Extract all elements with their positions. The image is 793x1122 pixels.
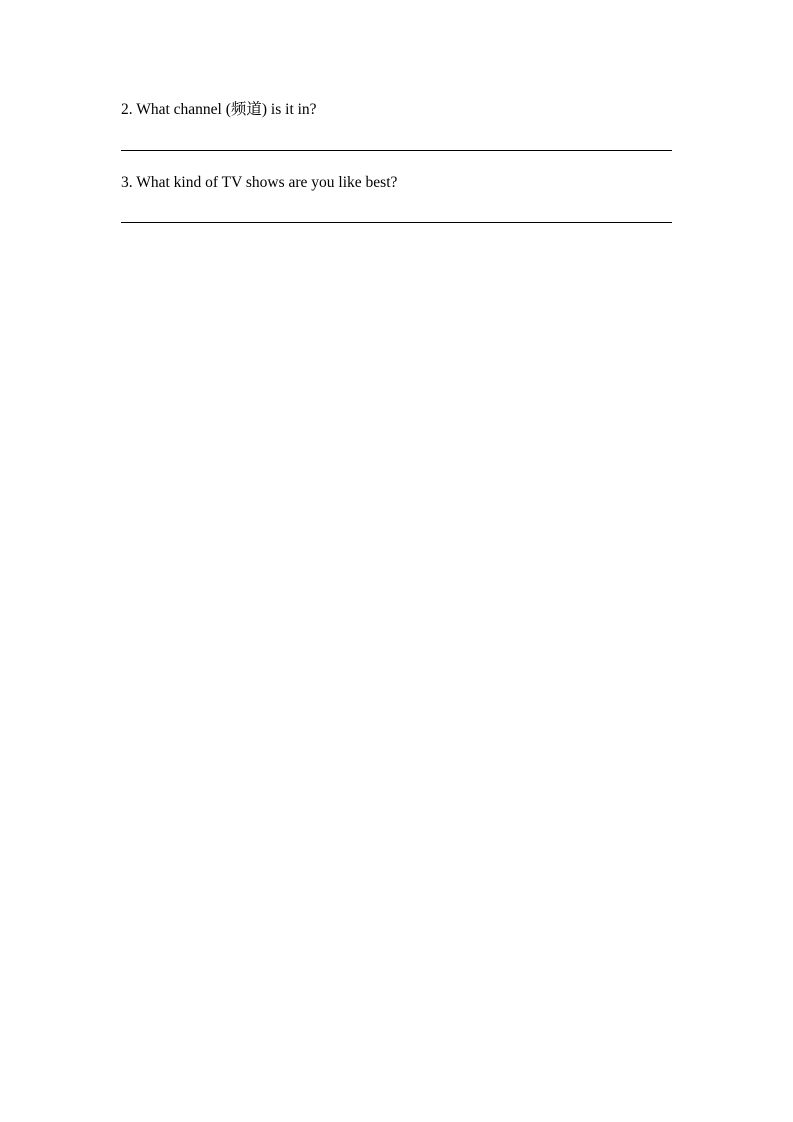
answer-line-3 [121, 222, 672, 223]
spacer-2 [121, 151, 672, 173]
worksheet-content [121, 100, 672, 223]
spacer-1 [121, 120, 672, 150]
question-3-text: 3. What kind of TV shows are you like best? [121, 174, 398, 191]
spacer-3 [121, 193, 672, 222]
question-item-3 [121, 173, 672, 193]
question-item-2 [121, 100, 672, 120]
question-2-text: 2. What channel (频道) is it in? [121, 101, 317, 118]
